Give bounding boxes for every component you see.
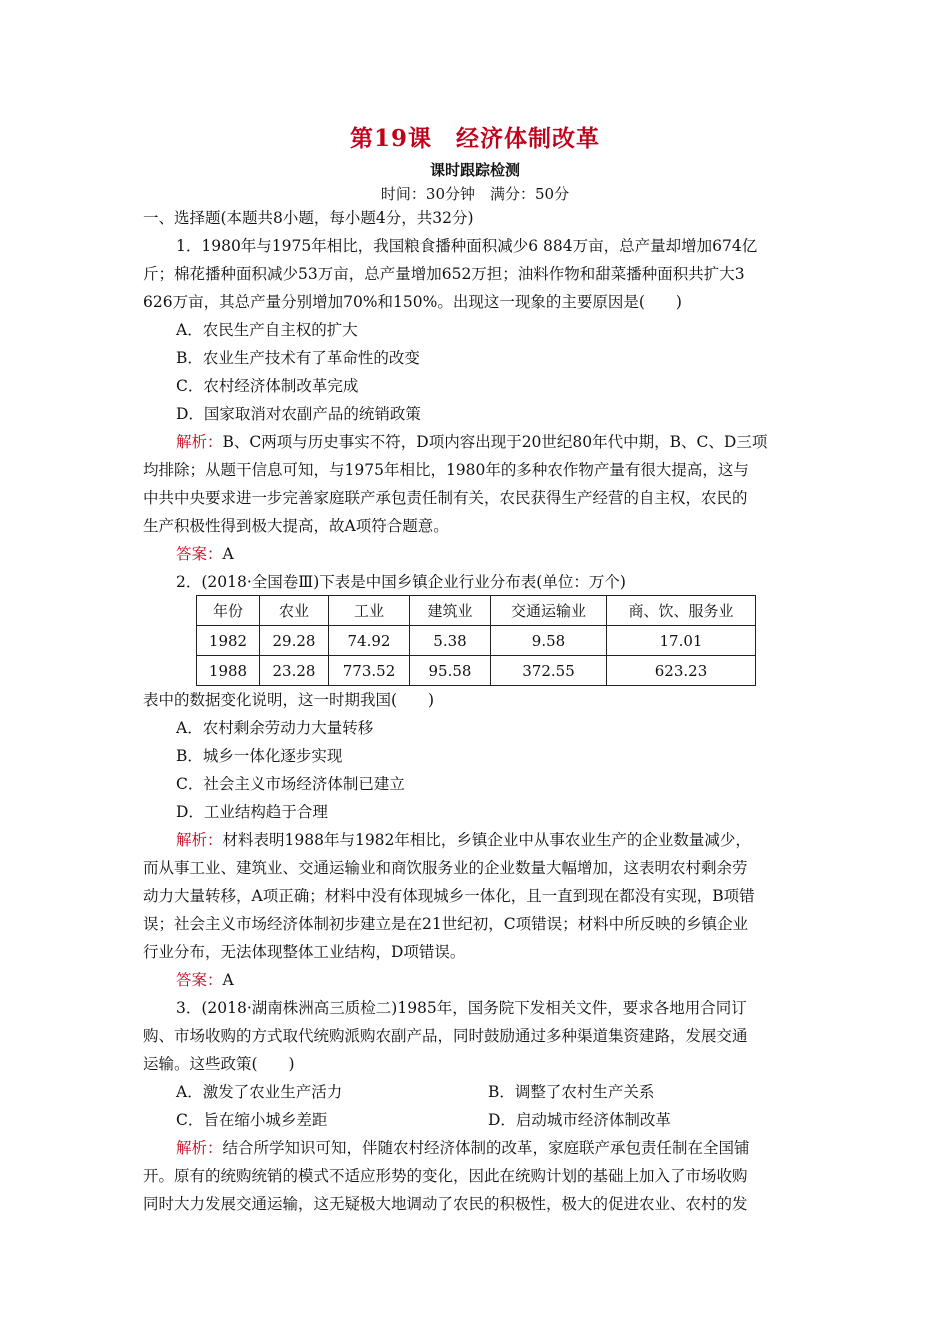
q1-stem-line: 斤；棉花播种面积减少53万亩，总产量增加652万担；油料作物和甜菜播种面积共扩大3 [143, 265, 745, 283]
table-cell: 9.58 [491, 626, 607, 656]
q3-analysis-line: 开。原有的统购统销的模式不适应形势的变化，因此在统购计划的基础上加入了市场收购 [143, 1167, 748, 1185]
table-header-cell: 建筑业 [410, 596, 491, 626]
table-row [197, 626, 756, 656]
table-header-cell: 年份 [197, 596, 260, 626]
q2-option-a: A．农村剩余劳动力大量转移 [176, 719, 374, 737]
table-cell: 1988 [197, 656, 260, 686]
q1-answer [176, 544, 234, 564]
q2-option-b: B．城乡一体化逐步实现 [176, 747, 343, 765]
table-cell: 17.01 [607, 626, 756, 656]
table-cell: 29.28 [260, 626, 329, 656]
q2-stem: 2．(2018·全国卷Ⅲ)下表是中国乡镇企业行业分布表(单位：万个) [176, 573, 626, 591]
analysis-label: 解析： [176, 831, 223, 849]
q3-option-a: A．激发了农业生产活力 [176, 1083, 343, 1101]
table-row [197, 656, 756, 686]
q3-stem-line: 购、市场收购的方式取代统购派购农副产品，同时鼓励通过多种渠道集资建路，发展交通 [143, 1027, 748, 1045]
q3-option-d: D．启动城市经济体制改革 [488, 1111, 671, 1129]
q1-option-a: A．农民生产自主权的扩大 [176, 321, 358, 339]
analysis-label: 解析： [176, 433, 223, 451]
table-header-cell: 商、饮、服务业 [607, 596, 756, 626]
answer-label: 答案： [176, 545, 223, 563]
q3-analysis-line: 同时大力发展交通运输，这无疑极大地调动了农民的积极性，极大的促进农业、农村的发 [143, 1195, 748, 1213]
q3-option-b: B．调整了农村生产关系 [488, 1083, 655, 1101]
q1-option-c: C．农村经济体制改革完成 [176, 377, 359, 395]
table-cell: 5.38 [410, 626, 491, 656]
q3-stem-line: 3．(2018·湖南株洲高三质检二)1985年，国务院下发相关文件，要求各地用合同订 [176, 999, 747, 1017]
q1-stem-line: 626万亩，其总产量分别增加70%和150%。出现这一现象的主要原因是( ) [143, 293, 682, 311]
q1-option-d: D．国家取消对农副产品的统销政策 [176, 405, 421, 423]
table-cell: 773.52 [329, 656, 410, 686]
table-header-cell: 农业 [260, 596, 329, 626]
table-cell: 623.23 [607, 656, 756, 686]
data-table [196, 595, 756, 686]
analysis-text: B、C两项与历史事实不符，D项内容出现于20世纪80年代中期，B、C、D三项 [222, 433, 768, 451]
q2-after-table: 表中的数据变化说明，这一时期我国( ) [143, 691, 435, 709]
answer-value: A [222, 545, 234, 563]
q3-stem-line: 运输。这些政策( ) [143, 1055, 295, 1073]
q1-stem-line: 1．1980年与1975年相比，我国粮食播种面积减少6 884万亩，总产量却增加674亿 [176, 237, 758, 255]
table-cell: 95.58 [410, 656, 491, 686]
page-title: 第19课 经济体制改革 [349, 125, 600, 152]
q2-option-d: D．工业结构趋于合理 [176, 803, 328, 821]
q2-option-c: C．社会主义市场经济体制已建立 [176, 775, 405, 793]
answer-label: 答案： [176, 971, 223, 989]
q1-analysis-line [176, 432, 767, 452]
table-header-cell: 交通运输业 [491, 596, 607, 626]
q3-analysis-line [176, 1138, 750, 1158]
q1-option-b: B．农业生产技术有了革命性的改变 [176, 349, 420, 367]
q2-analysis-line: 而从事工业、建筑业、交通运输业和商饮服务业的企业数量大幅增加，这表明农村剩余劳 [143, 859, 748, 877]
q1-analysis-line: 生产积极性得到极大提高，故A项符合题意。 [143, 517, 449, 535]
q2-analysis-line: 误；社会主义市场经济体制初步建立是在21世纪初，C项错误；材料中所反映的乡镇企业 [143, 915, 749, 933]
table-header-cell: 工业 [329, 596, 410, 626]
time-info: 时间：30分钟 满分：50分 [380, 185, 570, 203]
q2-analysis-line: 行业分布，无法体现整体工业结构，D项错误。 [143, 943, 466, 961]
q1-analysis-line: 均排除；从题干信息可知，与1975年相比，1980年的多种农作物产量有很大提高，这与 [143, 461, 749, 479]
q1-analysis-line: 中共中央要求进一步完善家庭联产承包责任制有关，农民获得生产经营的自主权，农民的 [143, 489, 748, 507]
analysis-text: 结合所学知识可知，伴随农村经济体制的改革，家庭联产承包责任制在全国铺 [222, 1139, 750, 1157]
q2-analysis-line [176, 830, 751, 850]
table-cell: 1982 [197, 626, 260, 656]
table-cell: 372.55 [491, 656, 607, 686]
answer-value: A [222, 971, 234, 989]
section-heading: 一、选择题(本题共8小题，每小题4分，共32分) [143, 209, 474, 227]
q2-analysis-line: 动力大量转移，A项正确；材料中没有体现城乡一体化，且一直到现在都没有实现，B项错 [143, 887, 755, 905]
page-subtitle: 课时跟踪检测 [429, 161, 520, 179]
table-cell: 23.28 [260, 656, 329, 686]
q2-answer [176, 970, 234, 990]
analysis-text: 材料表明1988年与1982年相比，乡镇企业中从事农业生产的企业数量减少， [222, 831, 751, 849]
q3-option-c: C．旨在缩小城乡差距 [176, 1111, 328, 1129]
table-header-row [197, 596, 756, 626]
table-cell: 74.92 [329, 626, 410, 656]
analysis-label: 解析： [176, 1139, 223, 1157]
